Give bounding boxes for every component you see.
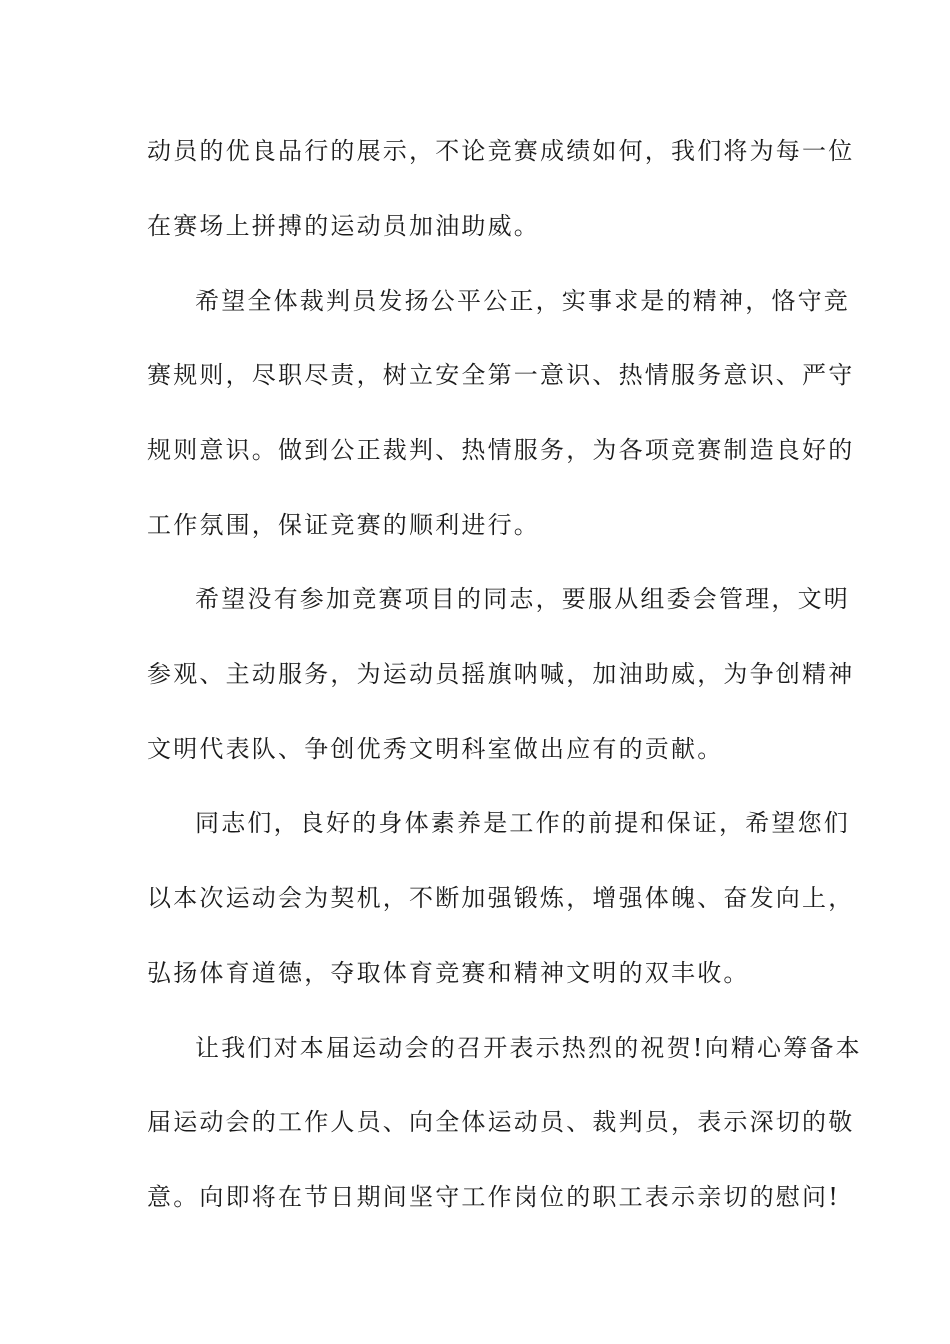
text-line: 弘扬体育道德，夺取体育竞赛和精神文明的双丰收。 xyxy=(147,959,750,987)
paragraph-first-line: 希望没有参加竞赛项目的同志，要服从组委会管理，文明 xyxy=(195,585,850,613)
text-line: 届运动会的工作人员、向全体运动员、裁判员，表示深切的敬 xyxy=(147,1108,855,1136)
text-line: 以本次运动会为契机，不断加强锻炼，增强体魄、奋发向上， xyxy=(147,884,855,912)
text-line: 动员的优良品行的展示，不论竞赛成绩如何，我们将为每一位 xyxy=(147,137,855,165)
paragraph-first-line: 让我们对本届运动会的召开表示热烈的祝贺!向精心筹备本 xyxy=(195,1034,862,1062)
text-line: 赛规则，尽职尽责，树立安全第一意识、热情服务意识、严守 xyxy=(147,361,855,389)
text-line: 文明代表队、争创优秀文明科室做出应有的贡献。 xyxy=(147,735,724,763)
text-line: 参观、主动服务，为运动员摇旗呐喊，加油助威，为争创精神 xyxy=(147,660,855,688)
paragraph-first-line: 希望全体裁判员发扬公平公正，实事求是的精神，恪守竞 xyxy=(195,287,850,315)
text-line: 工作氛围，保证竞赛的顺利进行。 xyxy=(147,511,540,539)
text-line: 意。向即将在节日期间坚守工作岗位的职工表示亲切的慰问! xyxy=(147,1183,841,1211)
paragraph-first-line: 同志们，良好的身体素养是工作的前提和保证，希望您们 xyxy=(195,809,850,837)
text-line: 规则意识。做到公正裁判、热情服务，为各项竞赛制造良好的 xyxy=(147,436,855,464)
text-line: 在赛场上拼搏的运动员加油助威。 xyxy=(147,212,540,240)
